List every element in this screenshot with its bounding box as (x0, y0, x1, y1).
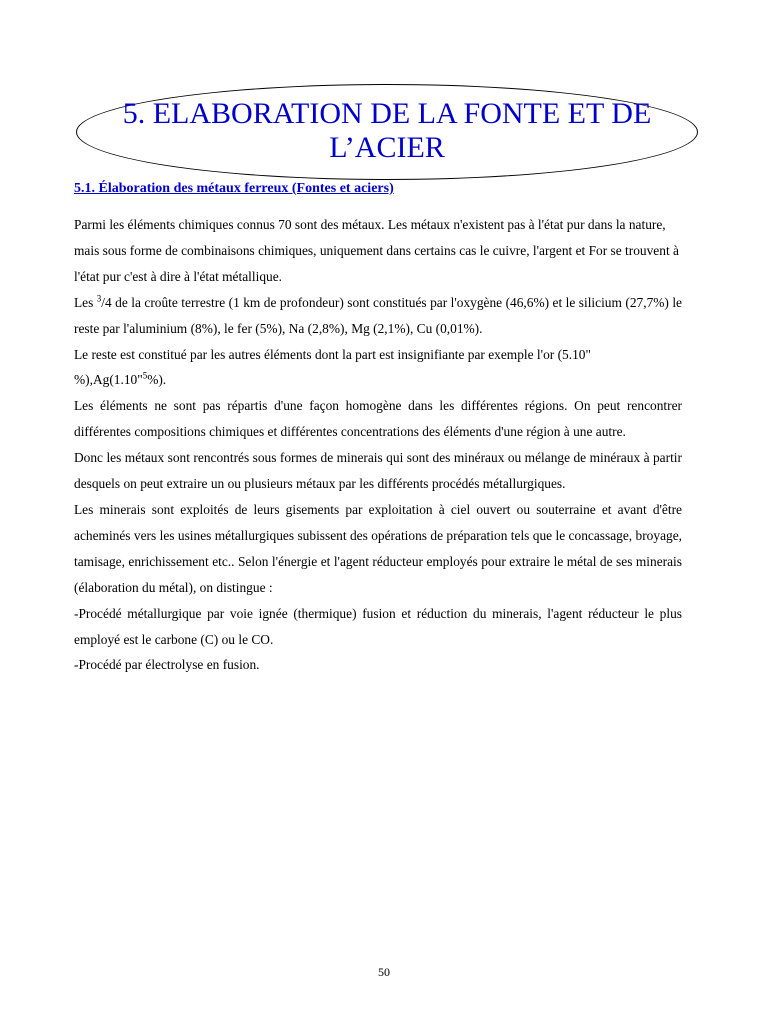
paragraph-2-prefix: Les (74, 294, 97, 310)
paragraph-3 (74, 342, 682, 394)
paragraph-1: Parmi les éléments chimiques connus 70 sont des métaux. Les métaux n'existent pas à l'état pur dans la nature, mais sous forme de combinaisons chimiques, uniquement dans certains cas le cuivre, l'argent et For se trouvent à l'état pur c'est à dire à l'état métallique. (74, 217, 679, 284)
paragraph-2-rest: /4 de la croûte terrestre (1 km de profondeur) sont constitués par l'oxygène (46,6%) et le silicium (27,7%) le reste par l'aluminium (8%), le fer (5%), Na (2,8%), Mg (2,1%), Cu (0,01%). (74, 294, 682, 336)
paragraph-8: -Procédé par électrolyse en fusion. (74, 657, 260, 673)
paragraph-5: Donc les métaux sont rencontrés sous formes de minerais qui sont des minéraux ou mélange de minéraux à partir desquels on peut extraire un ou plusieurs métaux par les différents procédés métallurgiques. (74, 450, 682, 492)
body-text (74, 212, 682, 678)
paragraph-2 (74, 290, 682, 342)
paragraph-3-end: %). (147, 372, 167, 388)
paragraph-4: Les éléments ne sont pas répartis d'une façon homogène dans les différentes régions. On peut rencontrer différentes compositions chimiques et différentes concentrations des éléments d'une région à une autre. (74, 398, 682, 440)
page-number: 50 (378, 965, 390, 979)
chapter-title (76, 97, 698, 165)
paragraph-2-superscript: 3 (96, 293, 102, 304)
chapter-title-line1: 5. ELABORATION DE LA FONTE ET DE (122, 97, 652, 130)
paragraph-3-main: Le reste est constitué par les autres éléments dont la part est insignifiante par exemple l'or (5.10" %),Ag(1.10" (74, 346, 591, 388)
paragraph-7: -Procédé métallurgique par voie ignée (thermique) fusion et réduction du minerais, l'agent réducteur le plus employé est le carbone (C) ou le CO. (74, 605, 682, 647)
paragraph-3-superscript: 5 (142, 370, 148, 381)
chapter-title-line2: L’ACIER (329, 131, 445, 164)
section-heading: 5.1. Élaboration des métaux ferreux (Fontes et aciers) (74, 181, 394, 196)
paragraph-6: Les minerais sont exploités de leurs gisements par exploitation à ciel ouvert ou souterraine et avant d'être acheminés vers les usines métallurgiques subissent des opérations de préparation tels que le concassage, broyage, tamisage, enrichissement etc.. Selon l'énergie et l'agent réducteur employés pour extraire le métal de ses minerais (élaboration du métal), on distingue : (74, 501, 682, 595)
